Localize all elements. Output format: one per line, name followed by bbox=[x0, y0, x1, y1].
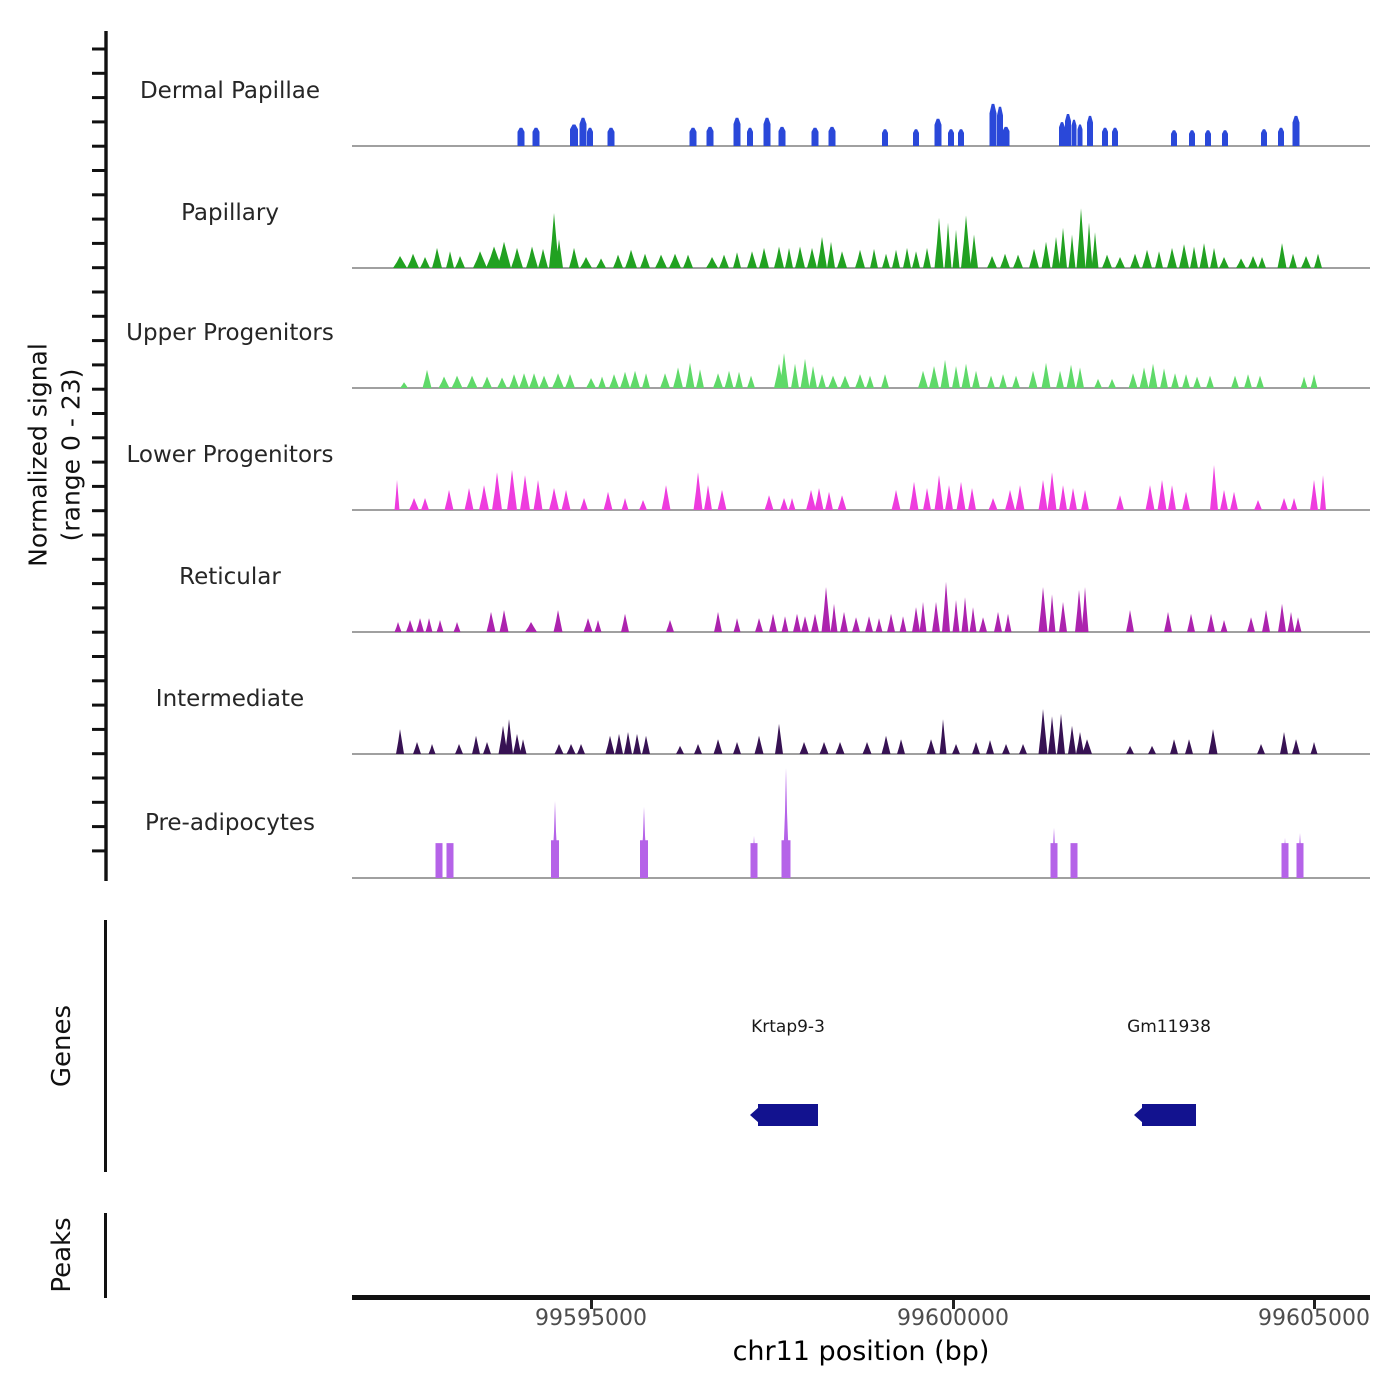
genes-section-label: Genes bbox=[47, 1004, 77, 1088]
track-label-lower-progenitors: Lower Progenitors bbox=[126, 442, 334, 468]
x-axis-tick-label: 99600000 bbox=[897, 1306, 1009, 1331]
gene-strand-arrow-icon bbox=[750, 1107, 759, 1123]
gene-box-krtap9-3 bbox=[758, 1104, 818, 1126]
track-signal-papillary bbox=[352, 148, 1370, 270]
track-label-papillary: Papillary bbox=[181, 200, 279, 226]
genes-panel bbox=[352, 1000, 1370, 1170]
gene-label-krtap9-3: Krtap9-3 bbox=[751, 1017, 825, 1037]
peaks-section-label: Peaks bbox=[47, 1217, 77, 1293]
track-label-pre-adipocytes: Pre-adipocytes bbox=[144, 810, 316, 836]
track-signal-pre-adipocytes bbox=[352, 758, 1370, 880]
track-signal-reticular bbox=[352, 512, 1370, 634]
track-signal-intermediate bbox=[352, 634, 1370, 756]
x-axis-tick-label: 99605000 bbox=[1258, 1306, 1370, 1331]
gene-strand-arrow-icon bbox=[1134, 1107, 1143, 1123]
track-signal-upper-progenitors bbox=[352, 268, 1370, 390]
track-label-intermediate: Intermediate bbox=[155, 686, 305, 712]
track-label-upper-progenitors: Upper Progenitors bbox=[126, 320, 334, 346]
peaks-axis-line bbox=[104, 1213, 107, 1298]
x-axis-title: chr11 position (bp) bbox=[732, 1336, 990, 1367]
y-axis-label bbox=[23, 215, 88, 695]
genes-axis-line bbox=[104, 920, 107, 1172]
track-signal-dermal-papillae bbox=[352, 26, 1370, 148]
y-axis-label-line1: Normalized signal bbox=[23, 343, 53, 567]
track-label-reticular: Reticular bbox=[179, 564, 281, 590]
gene-label-gm11938: Gm11938 bbox=[1127, 1017, 1211, 1037]
x-axis-tick-label: 99595000 bbox=[535, 1306, 647, 1331]
y-axis-label-line2: (range 0 - 23) bbox=[56, 368, 85, 542]
track-signal-lower-progenitors bbox=[352, 390, 1370, 512]
x-axis-line bbox=[352, 1295, 1370, 1300]
track-label-dermal-papillae: Dermal Papillae bbox=[139, 78, 321, 104]
gene-box-gm11938 bbox=[1142, 1104, 1196, 1126]
